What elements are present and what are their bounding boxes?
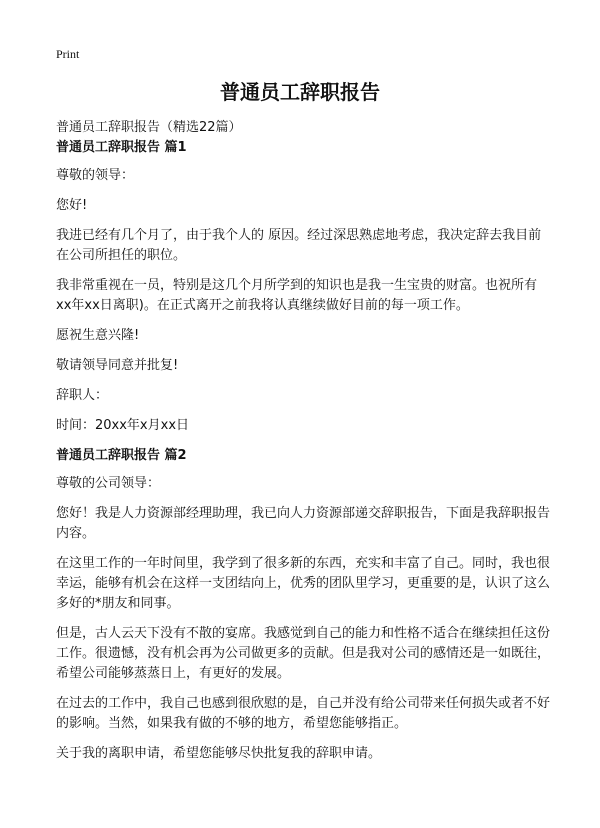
section-heading: 普通员工辞职报告 篇2 — [56, 448, 187, 463]
closing-line: 敬请领导同意并批复! — [56, 358, 179, 373]
body-paragraph: 我进已经有几个月了，由于我个人的 原因。经过深思熟虑地考虑，我决定辞去我目前在公司所担任的职位。 — [56, 228, 542, 263]
page-title: 普通员工辞职报告 — [220, 80, 380, 104]
salutation: 尊敬的公司领导： — [56, 476, 161, 491]
body-paragraph: 在过去的工作中，我自己也感到很欣慰的是，自己并没有给公司带来任何损失或者不好的影响。当然，如果我有做的不够的地方，希望您能够指正。 — [56, 696, 551, 731]
section-heading: 普通员工辞职报告 篇1 — [56, 140, 187, 155]
date-line: 时间：20xx年x月xx日 — [56, 418, 190, 433]
document-subtitle: 普通员工辞职报告（精选22篇） — [56, 120, 242, 135]
section-1 — [56, 138, 552, 436]
body-paragraph: 但是，古人云天下没有不散的宴席。我感觉到自己的能力和性格不适合在继续担任这份工作。很遗憾，没有机会再为公司做更多的贡献。但是我对公司的感情还是一如既往，希望公司能够蒸蒸日上，有更好的发展。 — [56, 626, 551, 681]
section-2 — [56, 446, 552, 764]
document-content — [56, 118, 552, 774]
body-paragraph: 在这里工作的一年时间里，我学到了很多新的东西，充实和丰富了自己。同时，我也很幸运，能够有机会在这样一支团结向上，优秀的团队里学习，更重要的是，认识了这么多好的*朋友和同事。 — [56, 556, 551, 611]
body-paragraph: 您好！我是人力资源部经理助理，我已向人力资源部递交辞职报告，下面是我辞职报告内容。 — [56, 506, 551, 541]
closing-line: 愿祝生意兴隆! — [56, 328, 140, 343]
greeting: 您好! — [56, 198, 88, 213]
salutation: 尊敬的领导： — [56, 168, 135, 183]
body-paragraph: 关于我的离职申请，希望您能够尽快批复我的辞职申请。 — [56, 746, 382, 761]
body-paragraph: 我非常重视在一员，特别是这几个月所学到的知识也是我一生宝贵的财富。也祝所有xx年xx日离职)。在正式离开之前我将认真继续做好目前的每一项工作。 — [56, 278, 538, 313]
print-label: Print — [56, 47, 80, 61]
signature-label: 辞职人： — [56, 388, 109, 403]
